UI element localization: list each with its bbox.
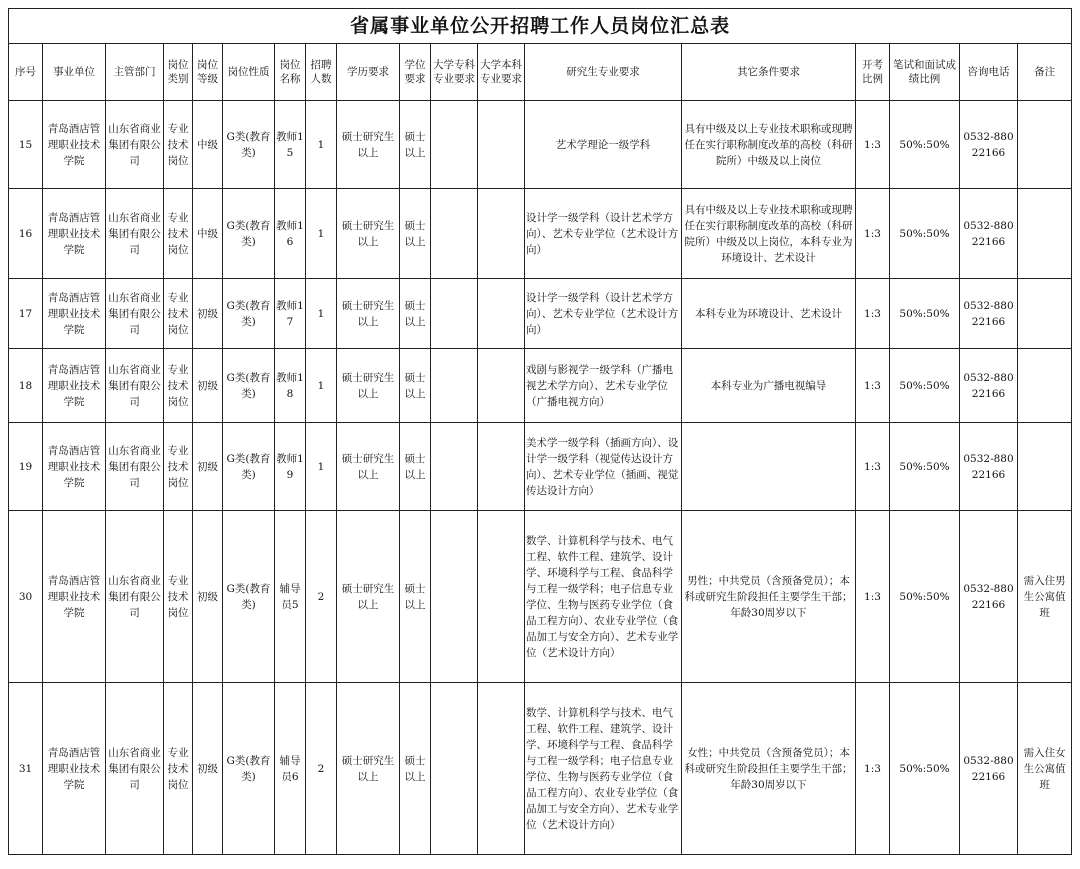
cell-degree: 硕士以上 <box>400 349 431 423</box>
cell-grad-major: 数学、计算机科学与技术、电气工程、软件工程、建筑学、设计学、环境科学与工程、食品科学与工程一级学科；电子信息专业学位、生物与医药专业学位（食品工程方向）、农业专业学位（食品加工与安全方向）、艺术专业学位（艺术设计方向） <box>525 683 682 855</box>
cell-note <box>1018 279 1072 349</box>
header-dept: 主管部门 <box>106 44 164 101</box>
cell-phone: 0532-88022166 <box>960 683 1018 855</box>
table-row <box>9 101 1072 189</box>
cell-college-major <box>431 683 478 855</box>
cell-edu: 硕士研究生以上 <box>337 189 400 279</box>
cell-other: 本科专业为环境设计、艺术设计 <box>682 279 856 349</box>
cell-unit: 青岛酒店管理职业技术学院 <box>43 511 106 683</box>
cell-seq: 30 <box>9 511 43 683</box>
cell-level: 初级 <box>193 511 223 683</box>
cell-ratio: 1:3 <box>856 511 890 683</box>
cell-score-ratio: 50%:50% <box>890 101 960 189</box>
cell-nature: G类(教育类) <box>223 349 275 423</box>
cell-level: 初级 <box>193 349 223 423</box>
cell-score-ratio: 50%:50% <box>890 189 960 279</box>
cell-degree: 硕士以上 <box>400 279 431 349</box>
cell-phone: 0532-88022166 <box>960 189 1018 279</box>
cell-bachelor-major <box>478 349 525 423</box>
cell-name: 教师19 <box>275 423 306 511</box>
cell-name: 辅导员5 <box>275 511 306 683</box>
cell-dept: 山东省商业集团有限公司 <box>106 683 164 855</box>
cell-seq: 17 <box>9 279 43 349</box>
cell-category: 专业技术岗位 <box>164 279 193 349</box>
cell-seq: 19 <box>9 423 43 511</box>
cell-bachelor-major <box>478 511 525 683</box>
cell-name: 教师17 <box>275 279 306 349</box>
cell-grad-major: 戏剧与影视学一级学科（广播电视艺术学方向）、艺术专业学位（广播电视方向） <box>525 349 682 423</box>
cell-college-major <box>431 349 478 423</box>
job-table <box>8 8 1072 855</box>
cell-score-ratio: 50%:50% <box>890 683 960 855</box>
cell-other: 本科专业为广播电视编导 <box>682 349 856 423</box>
job-summary-document <box>8 8 1071 855</box>
cell-note <box>1018 189 1072 279</box>
cell-phone: 0532-88022166 <box>960 511 1018 683</box>
cell-nature: G类(教育类) <box>223 189 275 279</box>
cell-grad-major: 设计学一级学科（设计艺术学方向）、艺术专业学位（艺术设计方向） <box>525 189 682 279</box>
cell-score-ratio: 50%:50% <box>890 511 960 683</box>
header-other: 其它条件要求 <box>682 44 856 101</box>
cell-other: 女性；中共党员（含预备党员）；本科或研究生阶段担任主要学生干部；年龄30周岁以下 <box>682 683 856 855</box>
cell-bachelor-major <box>478 189 525 279</box>
cell-other: 具有中级及以上专业技术职称或现聘任在实行职称制度改革的高校（科研院所）中级及以上岗位 <box>682 101 856 189</box>
cell-level: 中级 <box>193 101 223 189</box>
cell-score-ratio: 50%:50% <box>890 423 960 511</box>
cell-name: 教师15 <box>275 101 306 189</box>
cell-grad-major: 美术学一级学科（插画方向）、设计学一级学科（视觉传达设计方向）、艺术专业学位（插画、视觉传达设计方向） <box>525 423 682 511</box>
cell-count: 1 <box>306 279 337 349</box>
cell-name: 教师18 <box>275 349 306 423</box>
cell-level: 初级 <box>193 279 223 349</box>
table-row <box>9 423 1072 511</box>
cell-count: 1 <box>306 189 337 279</box>
cell-level: 中级 <box>193 189 223 279</box>
cell-bachelor-major <box>478 279 525 349</box>
cell-edu: 硕士研究生以上 <box>337 349 400 423</box>
cell-phone: 0532-88022166 <box>960 279 1018 349</box>
header-unit: 事业单位 <box>43 44 106 101</box>
cell-ratio: 1:3 <box>856 423 890 511</box>
cell-count: 2 <box>306 511 337 683</box>
cell-unit: 青岛酒店管理职业技术学院 <box>43 189 106 279</box>
cell-nature: G类(教育类) <box>223 683 275 855</box>
cell-nature: G类(教育类) <box>223 511 275 683</box>
cell-phone: 0532-88022166 <box>960 423 1018 511</box>
cell-seq: 18 <box>9 349 43 423</box>
cell-nature: G类(教育类) <box>223 101 275 189</box>
table-row <box>9 683 1072 855</box>
cell-seq: 15 <box>9 101 43 189</box>
cell-count: 2 <box>306 683 337 855</box>
cell-ratio: 1:3 <box>856 101 890 189</box>
cell-edu: 硕士研究生以上 <box>337 279 400 349</box>
cell-dept: 山东省商业集团有限公司 <box>106 423 164 511</box>
cell-unit: 青岛酒店管理职业技术学院 <box>43 423 106 511</box>
cell-category: 专业技术岗位 <box>164 189 193 279</box>
header-phone: 咨询电话 <box>960 44 1018 101</box>
cell-grad-major: 设计学一级学科（设计艺术学方向）、艺术专业学位（艺术设计方向） <box>525 279 682 349</box>
cell-unit: 青岛酒店管理职业技术学院 <box>43 101 106 189</box>
cell-other: 具有中级及以上专业技术职称或现聘任在实行职称制度改革的高校（科研院所）中级及以上岗位，本科专业为环境设计、艺术设计 <box>682 189 856 279</box>
cell-level: 初级 <box>193 423 223 511</box>
header-seq: 序号 <box>9 44 43 101</box>
table-row <box>9 189 1072 279</box>
cell-unit: 青岛酒店管理职业技术学院 <box>43 683 106 855</box>
cell-college-major <box>431 189 478 279</box>
cell-category: 专业技术岗位 <box>164 423 193 511</box>
table-row <box>9 279 1072 349</box>
cell-bachelor-major <box>478 683 525 855</box>
cell-college-major <box>431 511 478 683</box>
cell-edu: 硕士研究生以上 <box>337 683 400 855</box>
header-row <box>9 44 1072 101</box>
header-note: 备注 <box>1018 44 1072 101</box>
cell-score-ratio: 50%:50% <box>890 349 960 423</box>
cell-note <box>1018 349 1072 423</box>
header-category: 岗位类别 <box>164 44 193 101</box>
cell-seq: 16 <box>9 189 43 279</box>
cell-note <box>1018 423 1072 511</box>
cell-ratio: 1:3 <box>856 279 890 349</box>
cell-score-ratio: 50%:50% <box>890 279 960 349</box>
cell-other <box>682 423 856 511</box>
cell-name: 教师16 <box>275 189 306 279</box>
cell-category: 专业技术岗位 <box>164 511 193 683</box>
header-bachelor-major: 大学本科专业要求 <box>478 44 525 101</box>
cell-bachelor-major <box>478 423 525 511</box>
cell-edu: 硕士研究生以上 <box>337 101 400 189</box>
cell-phone: 0532-88022166 <box>960 101 1018 189</box>
header-nature: 岗位性质 <box>223 44 275 101</box>
cell-unit: 青岛酒店管理职业技术学院 <box>43 349 106 423</box>
cell-college-major <box>431 279 478 349</box>
cell-college-major <box>431 423 478 511</box>
header-level: 岗位等级 <box>193 44 223 101</box>
cell-edu: 硕士研究生以上 <box>337 511 400 683</box>
cell-degree: 硕士以上 <box>400 511 431 683</box>
cell-bachelor-major <box>478 101 525 189</box>
header-college-major: 大学专科专业要求 <box>431 44 478 101</box>
cell-dept: 山东省商业集团有限公司 <box>106 101 164 189</box>
table-row <box>9 511 1072 683</box>
cell-unit: 青岛酒店管理职业技术学院 <box>43 279 106 349</box>
cell-dept: 山东省商业集团有限公司 <box>106 511 164 683</box>
cell-count: 1 <box>306 101 337 189</box>
cell-dept: 山东省商业集团有限公司 <box>106 279 164 349</box>
cell-category: 专业技术岗位 <box>164 101 193 189</box>
cell-college-major <box>431 101 478 189</box>
table-row <box>9 349 1072 423</box>
cell-name: 辅导员6 <box>275 683 306 855</box>
cell-ratio: 1:3 <box>856 189 890 279</box>
cell-count: 1 <box>306 349 337 423</box>
header-edu: 学历要求 <box>337 44 400 101</box>
cell-degree: 硕士以上 <box>400 189 431 279</box>
cell-ratio: 1:3 <box>856 683 890 855</box>
table-title: 省属事业单位公开招聘工作人员岗位汇总表 <box>9 9 1072 44</box>
cell-count: 1 <box>306 423 337 511</box>
cell-dept: 山东省商业集团有限公司 <box>106 349 164 423</box>
cell-note: 需入住男生公寓值班 <box>1018 511 1072 683</box>
cell-dept: 山东省商业集团有限公司 <box>106 189 164 279</box>
cell-degree: 硕士以上 <box>400 101 431 189</box>
cell-level: 初级 <box>193 683 223 855</box>
cell-note <box>1018 101 1072 189</box>
header-ratio: 开考比例 <box>856 44 890 101</box>
cell-category: 专业技术岗位 <box>164 349 193 423</box>
cell-ratio: 1:3 <box>856 349 890 423</box>
header-degree: 学位要求 <box>400 44 431 101</box>
header-name: 岗位名称 <box>275 44 306 101</box>
cell-grad-major: 艺术学理论一级学科 <box>525 101 682 189</box>
cell-nature: G类(教育类) <box>223 279 275 349</box>
cell-seq: 31 <box>9 683 43 855</box>
cell-edu: 硕士研究生以上 <box>337 423 400 511</box>
header-grad-major: 研究生专业要求 <box>525 44 682 101</box>
cell-other: 男性；中共党员（含预备党员）；本科或研究生阶段担任主要学生干部；年龄30周岁以下 <box>682 511 856 683</box>
header-score-ratio: 笔试和面试成绩比例 <box>890 44 960 101</box>
cell-grad-major: 数学、计算机科学与技术、电气工程、软件工程、建筑学、设计学、环境科学与工程、食品科学与工程一级学科；电子信息专业学位、生物与医药专业学位（食品工程方向）、农业专业学位（食品加工与安全方向）、艺术专业学位（艺术设计方向） <box>525 511 682 683</box>
cell-note: 需入住女生公寓值班 <box>1018 683 1072 855</box>
cell-degree: 硕士以上 <box>400 683 431 855</box>
cell-degree: 硕士以上 <box>400 423 431 511</box>
cell-nature: G类(教育类) <box>223 423 275 511</box>
header-count: 招聘人数 <box>306 44 337 101</box>
cell-category: 专业技术岗位 <box>164 683 193 855</box>
cell-phone: 0532-88022166 <box>960 349 1018 423</box>
